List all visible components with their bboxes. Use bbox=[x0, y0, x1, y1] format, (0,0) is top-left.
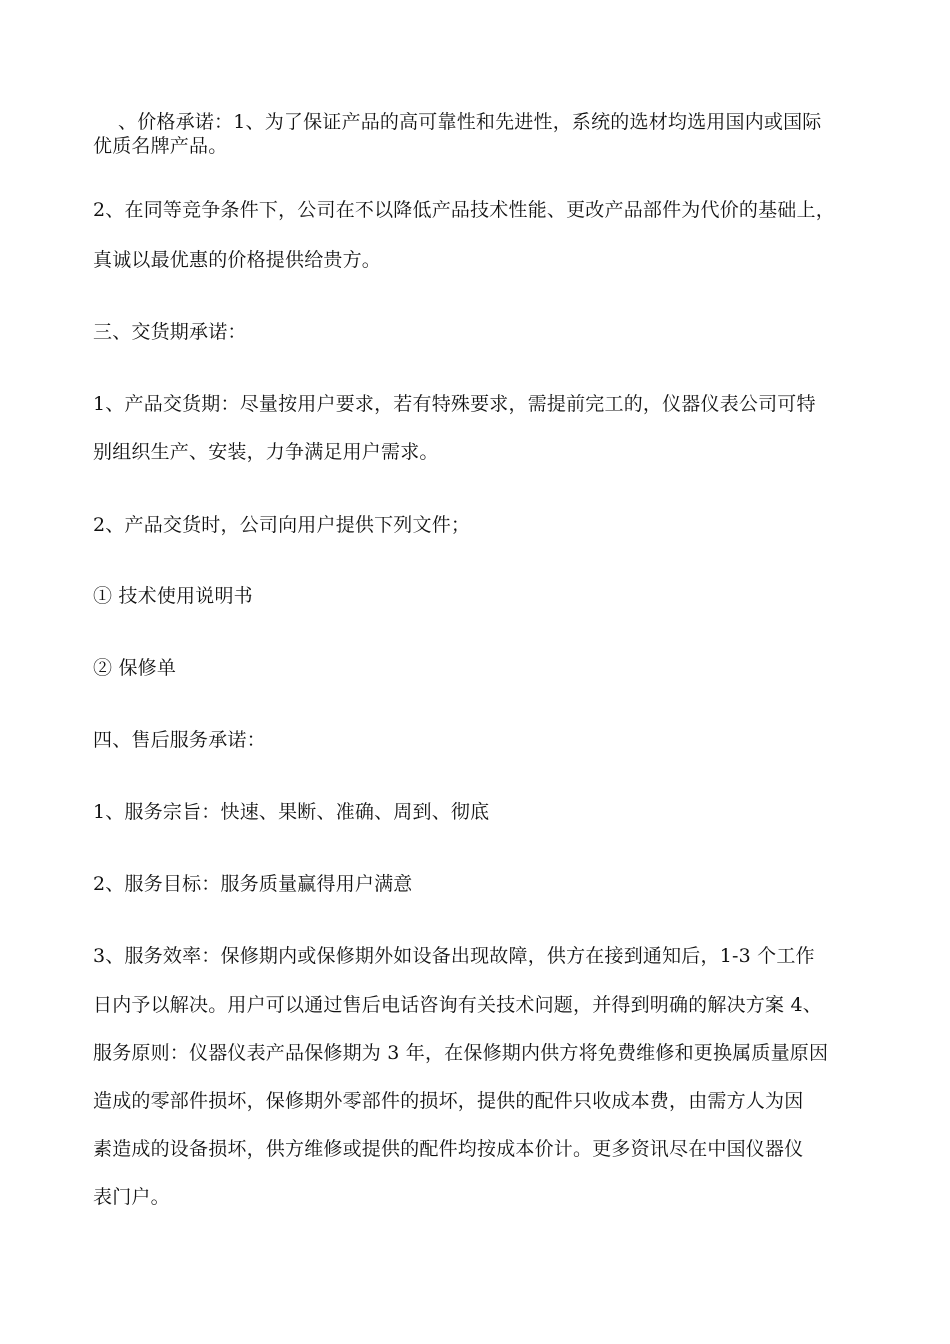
delivery-item-1-line-2: 别组织生产、安装，力争满足用户需求。 bbox=[93, 441, 439, 463]
price-commitment-item-2-line-2: 真诚以最优惠的价格提供给贵方。 bbox=[93, 249, 382, 271]
service-goal: 2、服务目标：服务质量赢得用户满意 bbox=[93, 873, 413, 895]
service-principle-line-3: 素造成的设备损坏，供方维修或提供的配件均按成本价计。更多资讯尽在中国仪器仪 bbox=[93, 1138, 804, 1160]
price-commitment-item-2-line-1: 2、在同等竞争条件下，公司在不以降低产品技术性能、更改产品部件为代价的基础上， bbox=[93, 199, 835, 221]
delivery-commitment-heading: 三、交货期承诺： bbox=[93, 321, 247, 343]
service-principle-line-1: 服务原则：仪器仪表产品保修期为 3 年，在保修期内供方将免费维修和更换属质量原因 bbox=[93, 1042, 829, 1064]
delivery-item-1-line-1: 1、产品交货期：尽量按用户要求，若有特殊要求，需提前完工的，仪器仪表公司可特 bbox=[93, 393, 816, 415]
service-principle-line-4: 表门户。 bbox=[93, 1186, 170, 1208]
service-efficiency-line-2: 日内予以解决。用户可以通过售后电话咨询有关技术问题，并得到明确的解决方案 4、 bbox=[93, 994, 822, 1016]
service-purpose: 1、服务宗旨：快速、果断、准确、周到、彻底 bbox=[93, 801, 490, 823]
price-commitment-line-2: 优质名牌产品。 bbox=[93, 135, 228, 157]
document-item-warranty: ② 保修单 bbox=[93, 657, 177, 679]
delivery-item-2: 2、产品交货时，公司向用户提供下列文件； bbox=[93, 514, 471, 536]
after-sales-heading: 四、售后服务承诺： bbox=[93, 729, 266, 751]
service-principle-line-2: 造成的零部件损坏，保修期外零部件的损坏，提供的配件只收成本费，由需方人为因 bbox=[93, 1090, 804, 1112]
service-efficiency-line-1: 3、服务效率：保修期内或保修期外如设备出现故障，供方在接到通知后，1-3 个工作 bbox=[93, 945, 815, 967]
document-item-manual: ① 技术使用说明书 bbox=[93, 585, 253, 607]
price-commitment-line-1: 、价格承诺：1、为了保证产品的高可靠性和先进性，系统的选材均选用国内或国际 bbox=[118, 111, 822, 133]
